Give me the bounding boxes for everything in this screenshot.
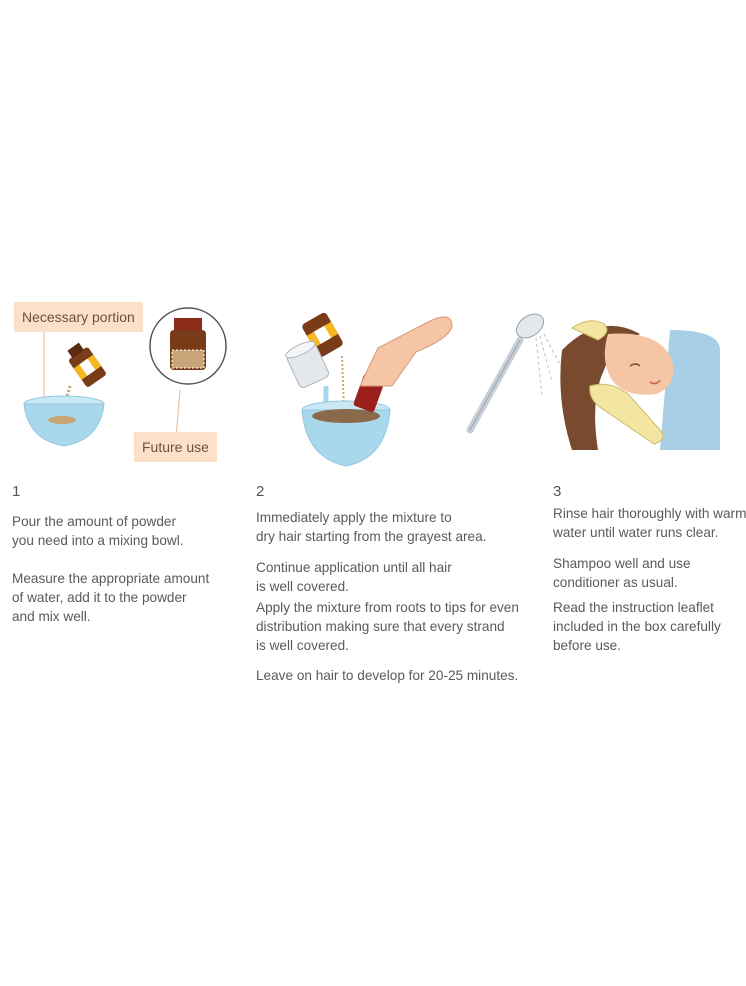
step-2-paragraph-4: Leave on hair to develop for 20-25 minutes. (256, 668, 519, 683)
step-3-paragraph-1: Rinse hair thoroughly with warm water until water runs clear. (553, 506, 746, 540)
step-3-paragraph-3: Read the instruction leaflet included in the box carefully before use. (553, 600, 721, 653)
step-2-paragraph-3: Apply the mixture from roots to tips for even distribution making sure that every strand is well covered. (256, 600, 519, 653)
step-2-illustration (284, 311, 452, 466)
step-number: 3 (553, 483, 562, 500)
shower-head-icon (470, 309, 566, 430)
step-2-paragraph-1: Immediately apply the mixture to dry hair starting from the grayest area. (256, 510, 487, 544)
magnifier-circle-icon (150, 308, 226, 384)
step-2-paragraph-2: Continue application until all hair is well covered. (256, 560, 452, 594)
step-1-paragraph-1: Pour the amount of powder you need into a mixing bowl. (12, 514, 184, 548)
bottle-icon (63, 340, 107, 388)
step-3 (553, 0, 746, 986)
future-use-label: Future use (134, 432, 217, 462)
step-1-paragraph-2: Measure the appropriate amount of water, add it to the powder and mix well. (12, 571, 210, 624)
mixing-bowl-icon (24, 396, 104, 446)
step-number: 1 (12, 483, 21, 500)
necessary-portion-label: Necessary portion (14, 302, 143, 332)
step-3-paragraph-2: Shampoo well and use conditioner as usual. (553, 556, 691, 590)
step-number: 2 (256, 483, 265, 500)
